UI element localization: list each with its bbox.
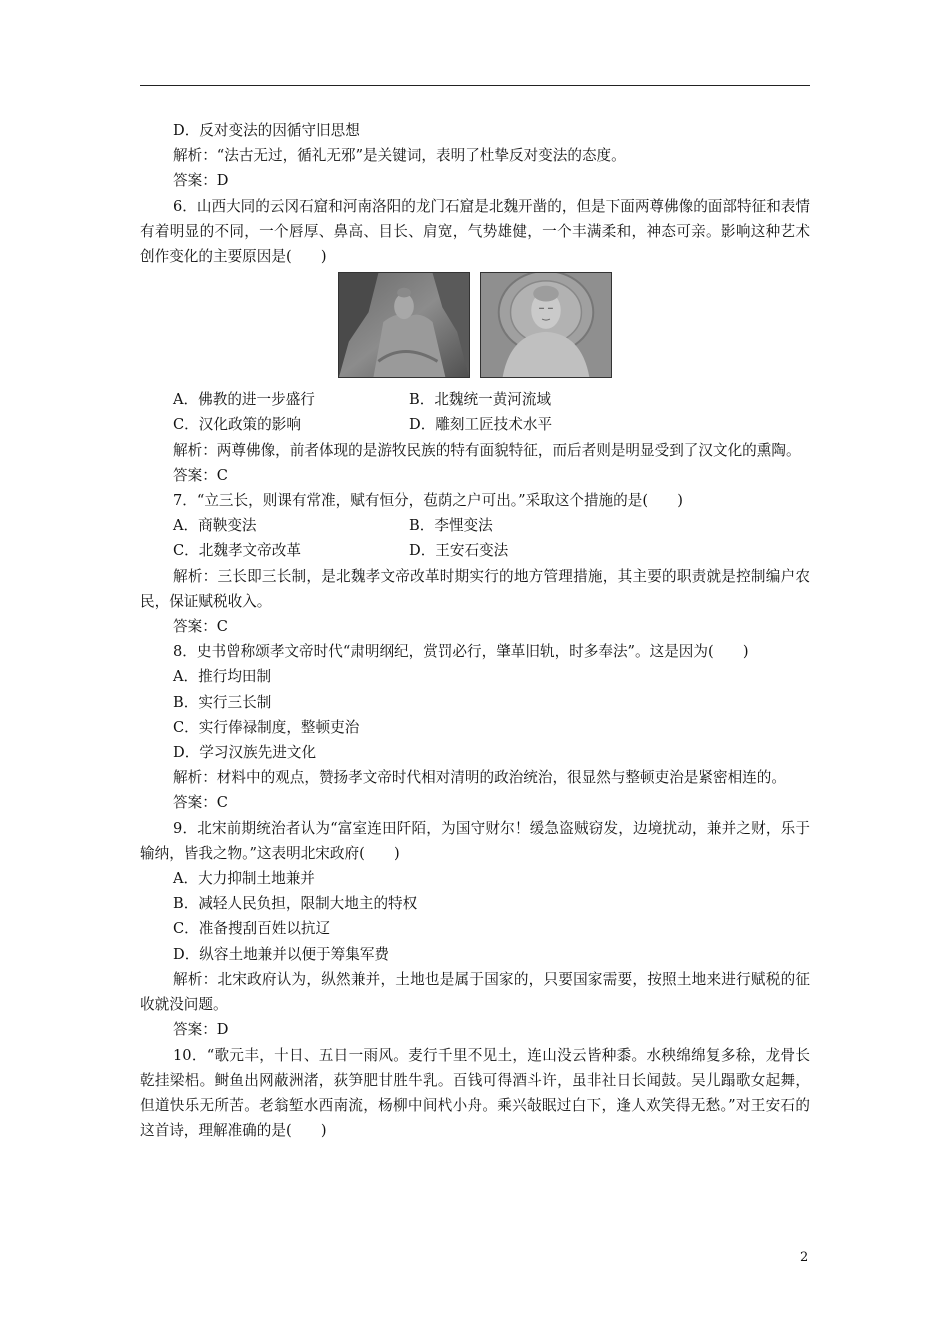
q8-option-d: D．学习汉族先进文化: [173, 744, 317, 762]
q6-options-cd: [140, 412, 810, 437]
header-rule: [140, 85, 810, 86]
longmen-buddha-image: [480, 272, 612, 378]
q6-analysis: 解析：两尊佛像，前者体现的是游牧民族的特有面貌特征，而后者则是明显受到了汉文化的熏陶。: [173, 441, 801, 459]
q7-stem: 7．“立三长，则课有常准，赋有恒分，苞荫之户可出。”采取这个措施的是( ): [173, 492, 683, 510]
q9-option-c: C．准备搜刮百姓以抗辽: [173, 920, 331, 938]
q5-analysis: 解析：“法古无过，循礼无邪”是关键词，表明了杜挚反对变法的态度。: [173, 147, 626, 165]
q7-option-d: D．王安石变法: [409, 542, 509, 560]
q7-options-cd: [140, 538, 810, 563]
q8-stem: 8．史书曾称颂孝文帝时代“肃明纲纪，赏罚必行，肇革旧轨，时多奉法”。这是因为( ): [173, 643, 749, 661]
document-body: [140, 118, 810, 1143]
q7-option-c: C．北魏孝文帝改革: [173, 542, 301, 560]
q7-answer: 答案：C: [173, 618, 228, 636]
q7-analysis: 解析：三长即三长制，是北魏孝文帝改革时期实行的地方管理措施，其主要的职责就是控制编户农民，保证赋税收入。: [140, 567, 810, 610]
q9-analysis: 解析：北宋政府认为，纵然兼并，土地也是属于国家的，只要国家需要，按照土地来进行赋税的征收就没问题。: [140, 970, 810, 1014]
q8-analysis: 解析：材料中的观点，赞扬孝文帝时代相对清明的政治统治，很显然与整顿吏治是紧密相连的。: [173, 769, 786, 787]
q8-option-c: C．实行俸禄制度，整顿吏治: [173, 718, 360, 736]
q9-option-d: D．纵容土地兼并以便于筹集军费: [173, 945, 390, 963]
q7-option-a: A．商鞅变法: [173, 517, 257, 535]
q5-option-d: D．反对变法的因循守旧思想: [173, 122, 360, 139]
q9-answer: 答案：D: [173, 1021, 229, 1039]
buddha-images: [140, 269, 810, 387]
yungang-buddha-image: [338, 272, 470, 378]
q7-options-ab: [140, 513, 810, 538]
page-number: 2: [800, 1250, 809, 1265]
q6-option-b: B．北魏统一黄河流域: [409, 391, 552, 409]
q7-option-b: B．李悝变法: [409, 517, 493, 535]
q6-stem: 6．山西大同的云冈石窟和河南洛阳的龙门石窟是北魏开凿的，但是下面两尊佛像的面部特征和表情有着明显的不同，一个唇厚、鼻高、目长、肩宽，气势雄健，一个丰满柔和，神态可亲。影响这种艺术创作变化的主要原因是( ): [140, 197, 810, 266]
q9-stem: 9．北宋前期统治者认为“富室连田阡陌，为国守财尔！缓急盗贼窃发，边境扰动，兼并之财，乐于输纳，皆我之物。”这表明北宋政府( ): [140, 819, 810, 862]
q6-option-d: D．雕刻工匠技术水平: [409, 416, 553, 434]
q5-answer: 答案：D: [173, 172, 229, 190]
q6-options-ab: [140, 387, 810, 412]
q10-stem: 10．“歌元丰，十日、五日一雨风。麦行千里不见土，连山没云皆种黍。水秧绵绵复多稌，龙骨长乾挂梁梠。鲥鱼出网蔽洲渚，荻笋肥甘胜牛乳。百钱可得酒斗许，虽非社日长闻鼓。吴儿蹋歌女起舞，但道快乐无所苦。老翁堑水西南流，杨柳中间杙小舟。乘兴敧眠过白下，逢人欢笑得无愁。”对王安石的这首诗，理解准确的是( ): [140, 1046, 810, 1140]
q8-answer: 答案：C: [173, 794, 228, 812]
q6-option-c: C．汉化政策的影响: [173, 416, 301, 434]
q6-option-a: A．佛教的进一步盛行: [173, 391, 315, 409]
q8-option-b: B．实行三长制: [173, 693, 272, 711]
q8-option-a: A．推行均田制: [173, 668, 272, 686]
q9-option-b: B．减轻人民负担，限制大地主的特权: [173, 895, 418, 913]
q6-answer: 答案：C: [173, 466, 228, 484]
q9-option-a: A．大力抑制土地兼并: [173, 870, 315, 888]
